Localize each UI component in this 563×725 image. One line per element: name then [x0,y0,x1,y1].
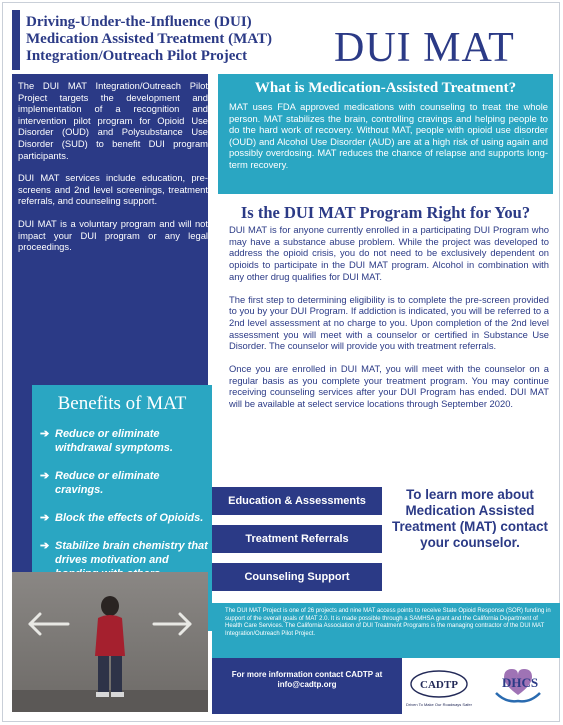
intro-paragraph: DUI MAT is a voluntary program and will not impact your DUI program or any legal proceedings. [18,217,208,253]
crossroads-photo-illustration [12,572,208,712]
contact-text: For more information contact CADTP at [231,670,383,679]
footer-contact [212,658,402,714]
benefit-text: Reduce or eliminate cravings. [55,470,160,496]
benefits-list [40,427,208,595]
header-title [26,14,331,65]
mat-heading: What is Medication-Assisted Treatment? [254,80,517,96]
header-title-line: Medication Assisted Treatment (MAT) [26,31,272,47]
right-for-you-heading: Is the DUI MAT Program Right for You? [240,203,531,222]
benefit-item [40,469,208,497]
intro-paragraph: The DUI MAT Integration/Outreach Pilot Project targets the development and implementation of a recognition and intervention pilot program for Opioid Use Disorder (OUD) and Polysubstance Use Disorder (SUD) to benefit DUI program participants. [18,80,208,161]
contact-email-link[interactable]: info@cadtp.org [277,680,337,689]
benefit-item [40,511,208,525]
cadtp-tagline: Driven To Make Our Roadways Safer [406,702,472,707]
benefit-text: Reduce or eliminate withdrawal symptoms. [55,428,173,454]
benefits-title: Benefits of MAT [57,393,187,414]
dhcs-logo-text: DHCS [501,675,539,690]
right-for-you-paragraph: DUI MAT is for anyone currently enrolled in a participating DUI Program who may have a substance abuse problem. While the project was developed to address the opioid crisis, you do not need to be exclusively dependent on opioids to participate in the DUI MAT program. Alcohol in combination with any other drug qualifies for DUI MAT. [229,224,549,282]
intro-text [18,80,208,264]
benefit-text: Block the effects of Opioids. [55,512,204,524]
dhcs-logo [482,663,552,713]
right-for-you-paragraph: Once you are enrolled in DUI MAT, you will meet with the counselor on a regular basis as you complete your treatment program. You may continue receiving counseling services after your DUI Program has ended. DUI MAT will be available at select service locations through September 2020. [229,363,549,410]
left-column [12,74,208,640]
service-education-assessments: Education & Assessments [212,487,382,515]
mat-section [218,74,553,194]
arrow-right-icon: ➔ [40,512,50,524]
learn-more-callout: To learn more about Medication Assisted Treatment (MAT) contact your counselor. [392,487,548,550]
arrow-right-icon: ➔ [40,428,50,440]
benefit-text: Stabilize brain chemistry that drives motivation and [55,540,208,566]
arrow-right-icon: ➔ [40,470,50,482]
intro-paragraph: DUI MAT services include education, pre-screens and 2nd level screenings, treatment referrals, and counseling support. [18,172,208,207]
cadtp-logo [402,666,476,710]
big-title: DUI MAT [334,25,515,71]
arrow-right-icon: ➔ [40,540,50,552]
header [12,10,550,70]
funding-note: The DUI MAT Project is one of 26 projects and nine MAT access points to receive State Opioid Response (SOR) funding in support of the overall goals of MAT 2.0. It is made possible through a SAMHSA grant and the California Department of Health Care Services. The California Association of DUI Treatment Programs is the managing contractor of the DUI MAT Integration/Outreach Pilot Project. [225,608,551,637]
header-title-line: Integration/Outreach Pilot Project [26,48,248,64]
service-treatment-referrals: Treatment Referrals [212,525,382,553]
header-accent-bar [12,10,20,70]
service-counseling-support: Counseling Support [212,563,382,591]
crossroads-photo [12,572,208,712]
cadtp-logo-text: CADTP [420,679,458,691]
benefit-item [40,427,208,455]
right-for-you-paragraph: The first step to determining eligibility is to complete the pre-screen provided to you by your DUI Program. If addiction is indicated, you will be referred to a 2nd level assessment at no charge to you. Upon completion of the 2nd level assessment you will meet with a counselor or certified in Substance Use Disorder. The counselor will provide you with treatment referrals. [229,293,549,352]
header-title-line: Driving-Under-the-Influence (DUI) [26,14,252,30]
mat-body: MAT uses FDA approved medications with counseling to treat the whole person. MAT stabilizes the brain, controlling cravings and helping people to do the hard work of recovery. Without MAT, people with opioid use disorder (OUD) and Alcohol Use Disorder (AUD) are at a high risk of using again and possibly overdosing. MAT reduces the chance of relapse and supports long-term recovery. [229,101,548,170]
funding-note-box [212,603,560,658]
right-for-you-body [229,224,549,421]
